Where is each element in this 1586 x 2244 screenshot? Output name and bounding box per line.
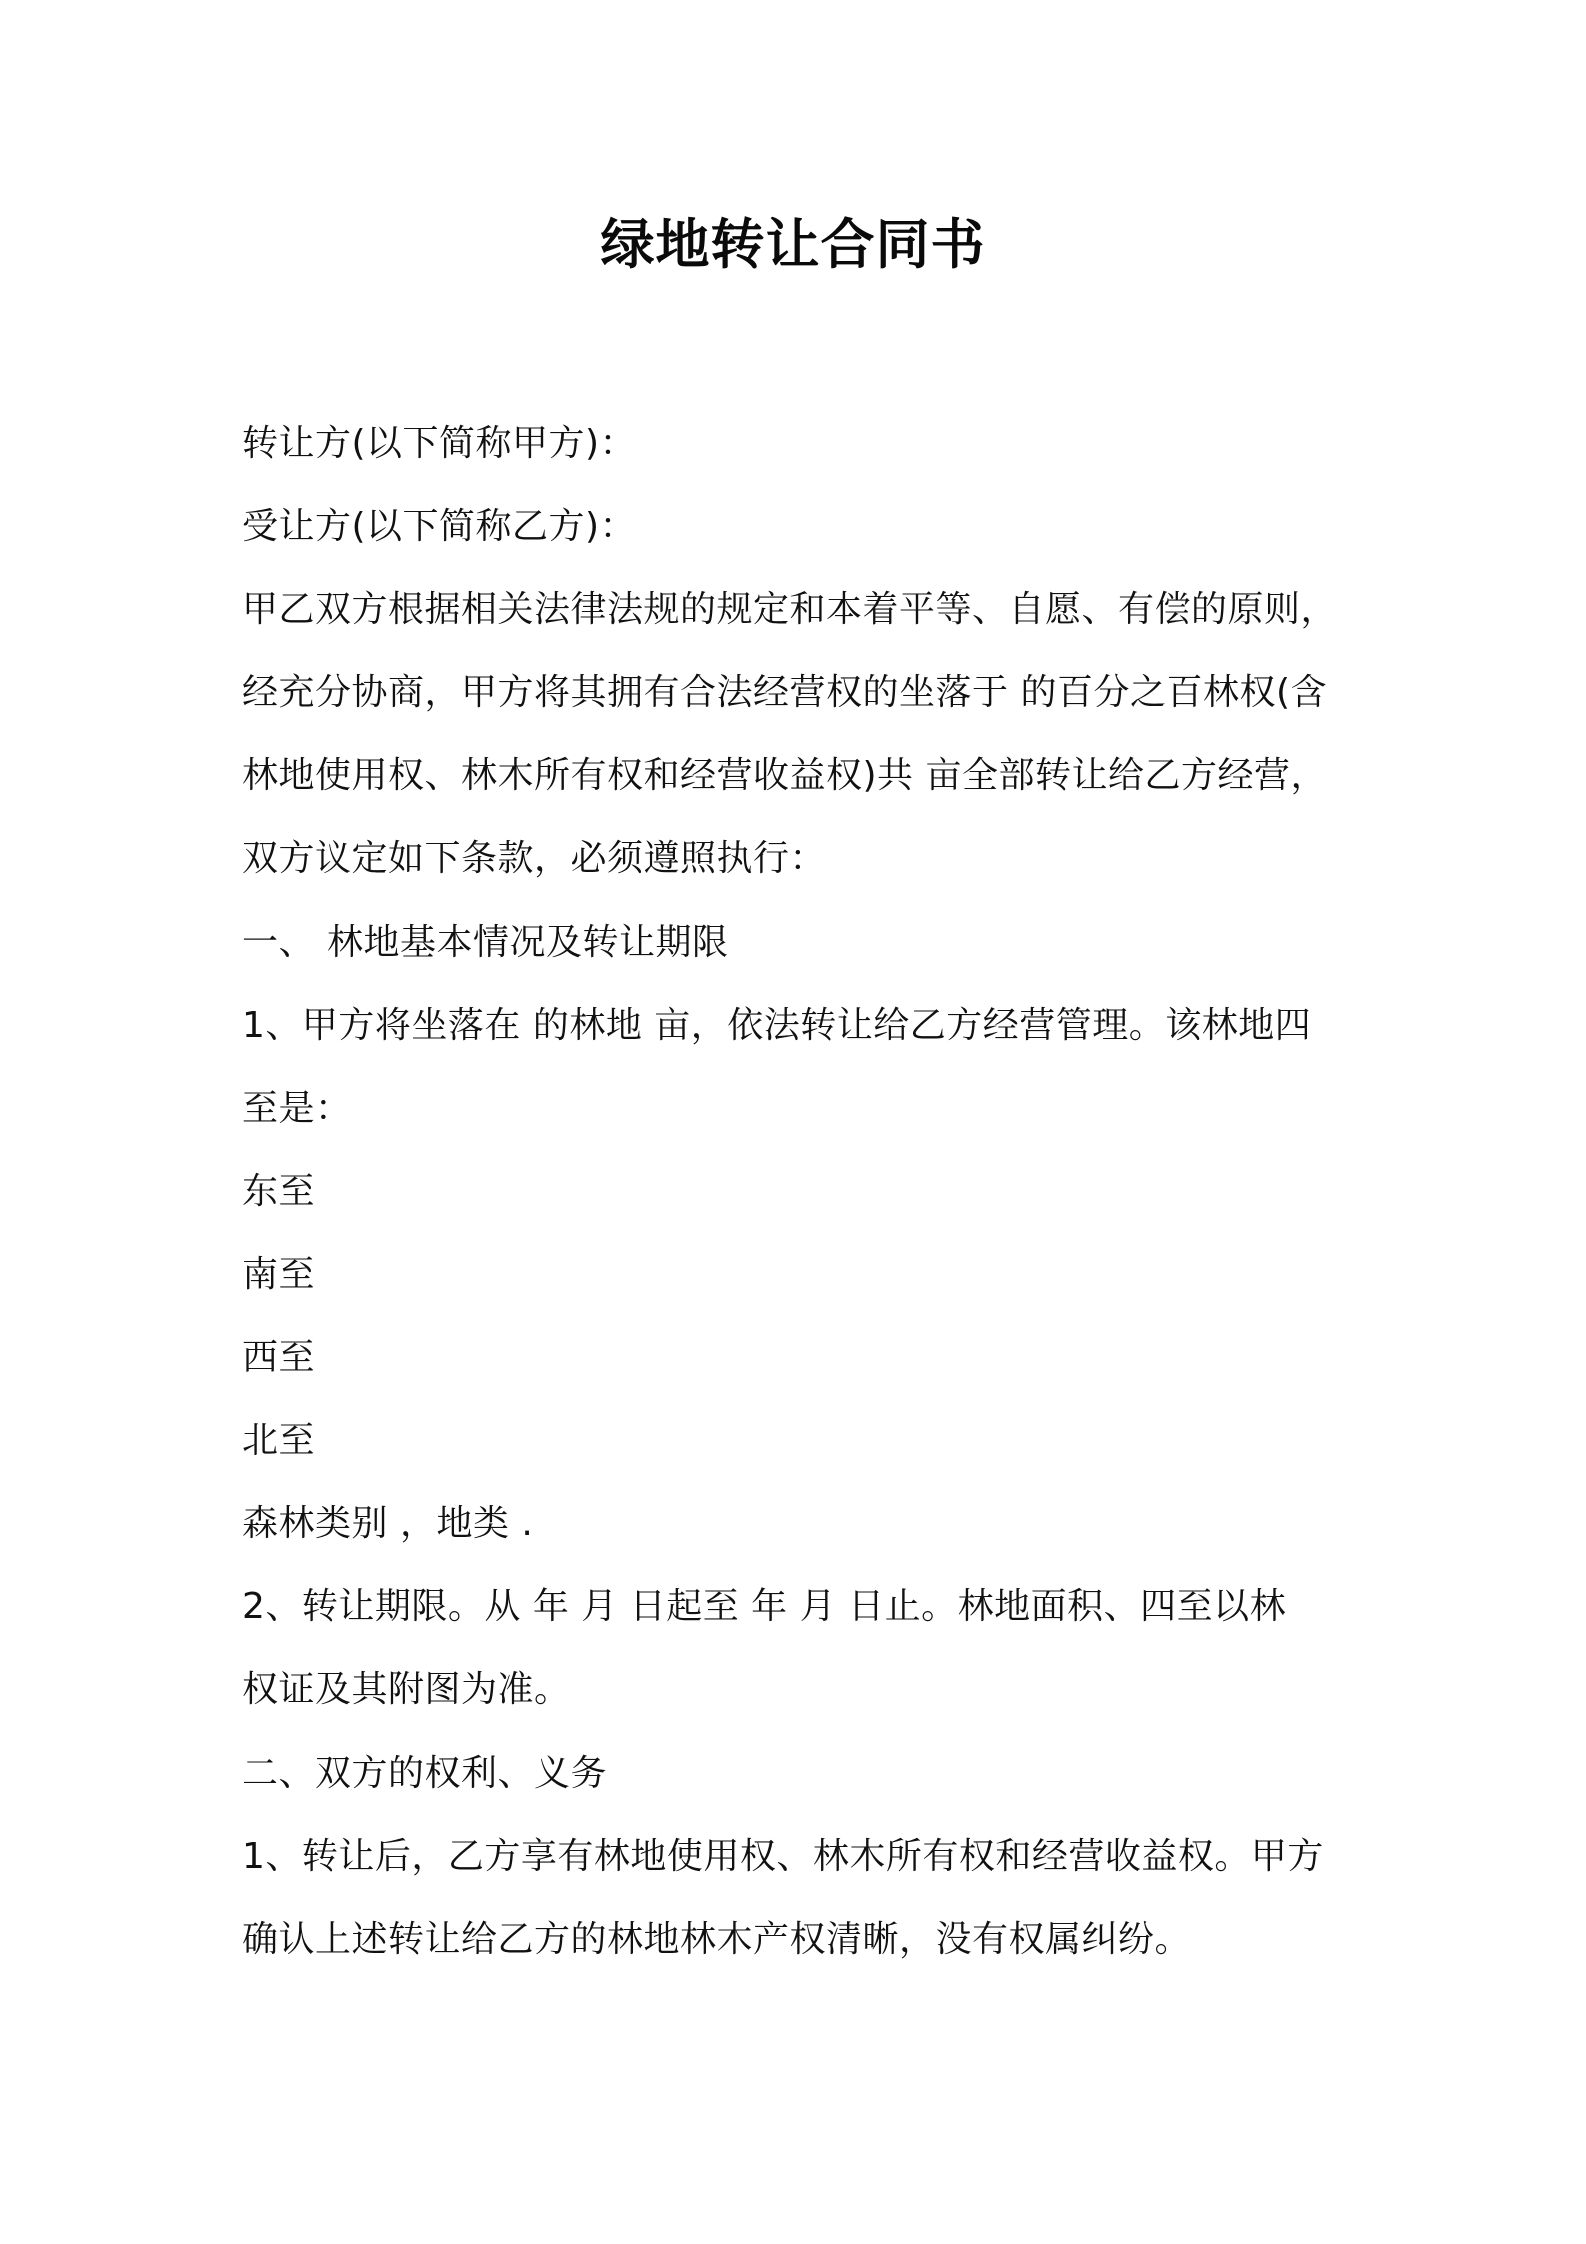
- paragraph-line: 双方议定如下条款，必须遵照执行：: [242, 838, 827, 880]
- boundary-north: 北至: [242, 1420, 316, 1462]
- paragraph-line: 林地使用权、林木所有权和经营收益权)共 亩全部转让给乙方经营，: [242, 755, 1327, 797]
- boundary-west: 西至: [242, 1337, 316, 1379]
- forest-category-line: 森林类别 ，地类 .: [242, 1503, 534, 1545]
- paragraph-line: 甲乙双方根据相关法律法规的规定和本着平等、自愿、有偿的原则，: [242, 589, 1338, 631]
- boundary-south: 南至: [242, 1253, 316, 1295]
- boundary-east: 东至: [242, 1170, 316, 1212]
- clause-line: 至是：: [242, 1087, 352, 1129]
- clause-line: 2、转让期限。从 年 月 日起至 年 月 日止。林地面积、四至以林: [242, 1586, 1287, 1628]
- transferee-line: 受让方(以下简称乙方)：: [242, 506, 637, 548]
- document-title: 绿地转让合同书: [600, 213, 986, 276]
- section-heading: 一、 林地基本情况及转让期限: [242, 921, 729, 963]
- clause-line: 确认上述转让给乙方的林地林木产权清晰，没有权属纠纷。: [242, 1918, 1192, 1960]
- document-body: [242, 402, 1352, 1981]
- paragraph-line: 经充分协商，甲方将其拥有合法经营权的坐落于 的百分之百林权(含: [242, 672, 1327, 714]
- transferor-line: 转让方(以下简称甲方)：: [242, 423, 637, 464]
- clause-line: 1、甲方将坐落在 的林地 亩，依法转让给乙方经营管理。该林地四: [242, 1004, 1312, 1046]
- clause-line: 权证及其附图为准。: [242, 1669, 571, 1711]
- clause-line: 1、转让后，乙方享有林地使用权、林木所有权和经营收益权。甲方: [242, 1835, 1324, 1877]
- section-heading: 二、双方的权利、义务: [242, 1752, 608, 1794]
